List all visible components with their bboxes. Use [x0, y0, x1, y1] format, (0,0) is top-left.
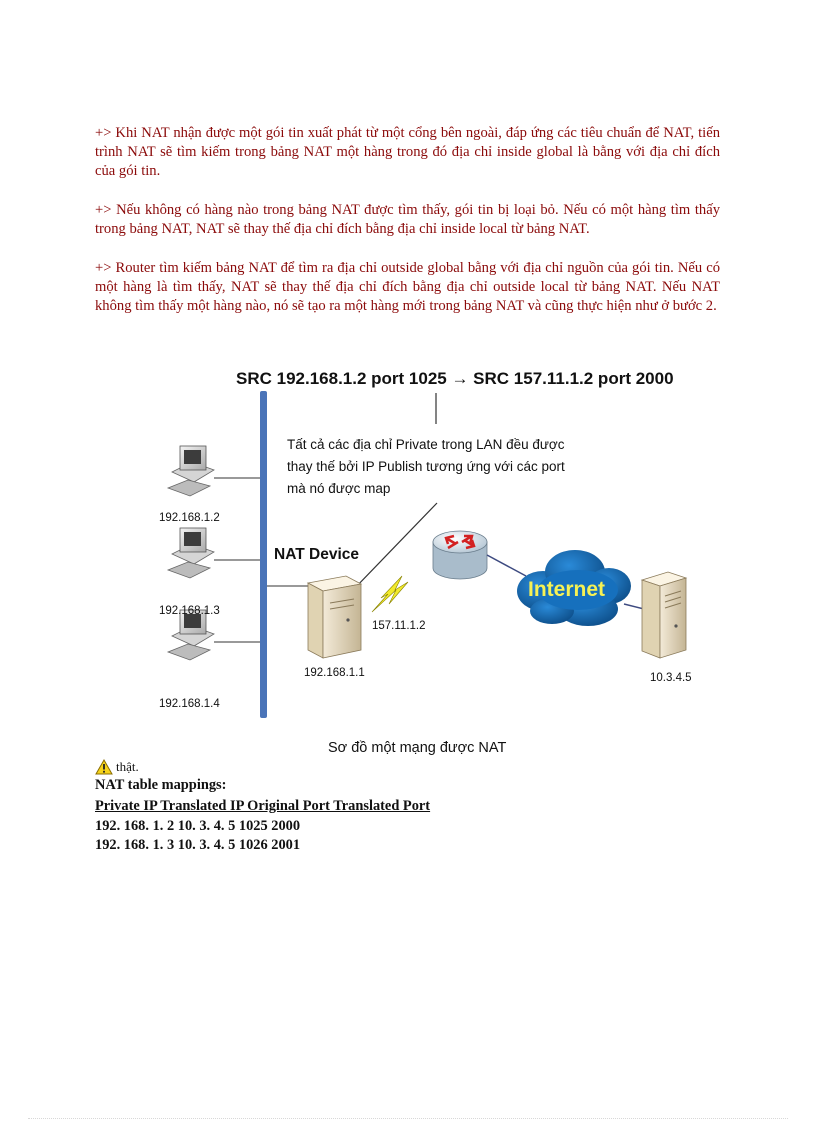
pc-ip-label: 192.168.1.3 — [159, 605, 220, 617]
callout-line: thay thế bởi IP Publish tương ứng với các port — [287, 459, 565, 474]
nat-network-diagram — [150, 358, 710, 758]
pc-icon — [168, 528, 214, 578]
nat-table-title: NAT table mappings: — [95, 777, 227, 793]
paragraph-inbound-lookup: +> Khi NAT nhận được một gói tin xuất phát từ một cổng bên ngoài, đáp ứng các tiêu chuẩn để NAT, tiến trình NAT sẽ tìm kiếm trong bảng NAT một hàng trong đó địa chỉ inside global là bằng với địa chỉ đích của gói tin. — [95, 125, 720, 179]
page-bottom-divider — [28, 1118, 788, 1119]
warning-text: thật. — [116, 759, 139, 774]
server-ip-label: 10.3.4.5 — [650, 672, 692, 684]
warning-note — [95, 759, 139, 775]
nat-table-header: Private IP Translated IP Original Port Translated Port — [95, 798, 431, 814]
lan-bus — [260, 391, 267, 718]
paragraph-router-lookup: +> Router tìm kiếm bảng NAT để tìm ra địa chỉ outside global bằng với địa chỉ nguồn của gói tin. Nếu có một hàng là tìm thấy, NAT sẽ thay thế địa chỉ đích bằng địa chỉ outside local từ bảng NAT. Nếu NAT không tìm thấy một hàng nào, nó sẽ tạo ra một hàng mới trong bảng NAT và cũng thực hiện như ở bước 2. — [95, 260, 720, 314]
router-internet-link — [487, 555, 526, 576]
pc-icon — [168, 610, 214, 660]
nat-table-row: 192. 168. 1. 2 10. 3. 4. 5 1025 2000 — [95, 818, 301, 834]
router-icon — [433, 531, 487, 579]
lightning-icon — [372, 576, 408, 612]
nat-device-label: NAT Device — [274, 546, 359, 563]
nat-device-icon — [308, 576, 361, 658]
callout-line: mà nó được map — [287, 481, 391, 496]
callout-line: Tất cả các địa chỉ Private trong LAN đều được — [287, 437, 565, 452]
callout-pointer-line — [353, 503, 437, 590]
pc-ip-label: 192.168.1.2 — [159, 512, 220, 524]
server-icon — [642, 572, 686, 658]
pc-ip-label: 192.168.1.4 — [159, 698, 220, 710]
public-ip-label: 157.11.1.2 — [372, 620, 426, 632]
pc-icon — [168, 446, 214, 496]
diagram-header: SRC 192.168.1.2 port 1025 → SRC 157.11.1.2 port 2000 — [236, 369, 674, 388]
paragraph-drop-or-translate: +> Nếu không có hàng nào trong bảng NAT được tìm thấy, gói tin bị loại bỏ. Nếu có một hàng tìm thấy trong bảng NAT, NAT sẽ thay thế địa chỉ đích bằng địa chỉ inside local từ bảng NAT. — [95, 202, 720, 237]
warning-icon — [95, 759, 113, 775]
internet-label: Internet — [528, 578, 606, 601]
diagram-caption: Sơ đồ một mạng được NAT — [328, 740, 507, 756]
nat-ip-label: 192.168.1.1 — [304, 667, 365, 679]
nat-table-row: 192. 168. 1. 3 10. 3. 4. 5 1026 2001 — [95, 837, 301, 853]
